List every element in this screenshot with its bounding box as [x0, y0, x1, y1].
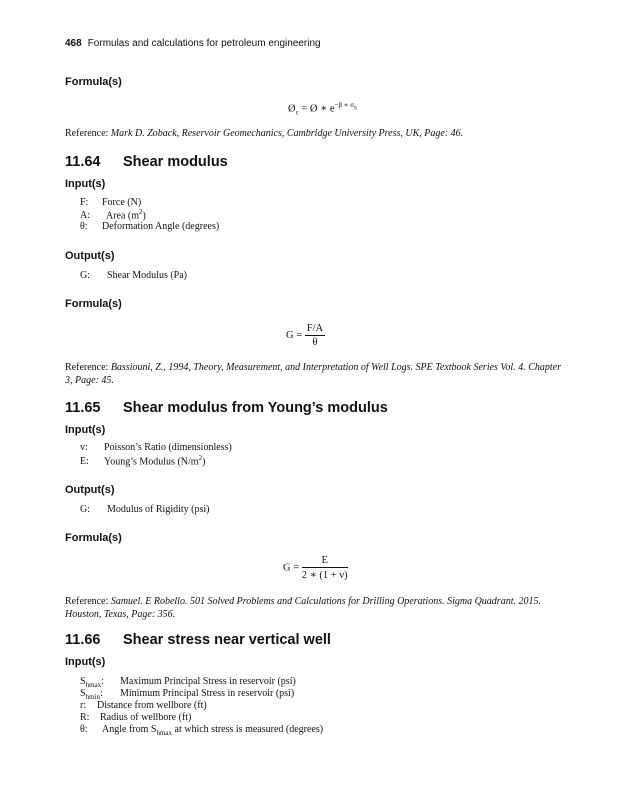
running-head — [65, 38, 321, 49]
section-title — [65, 632, 331, 648]
section-title — [65, 154, 228, 170]
output-row — [80, 270, 187, 281]
var-description: Shear Modulus (Pa) — [107, 270, 187, 281]
section-title — [65, 400, 388, 416]
formula-numerator: E — [302, 555, 348, 568]
var-description: Young’s Modulus (N/m — [104, 456, 199, 468]
reference-prefix: Reference: — [65, 362, 111, 373]
input-row — [80, 208, 146, 221]
formula-exponent-sub: s — [354, 103, 357, 112]
var-description: Radius of wellbore (ft) — [100, 712, 192, 723]
var-symbol: S — [80, 676, 86, 687]
var-description-sub: hmax — [156, 729, 173, 737]
reference-citation: Bassiouni, Z., 1994, Theory, Measurement, and Interpretation of Well Logs. SPE Textbook Series Vol. 4. Chapter 3, Page: 45. — [65, 362, 561, 386]
input-heading: Input(s) — [65, 656, 106, 668]
input-heading: Input(s) — [65, 178, 106, 190]
var-symbol: F: — [80, 197, 89, 208]
output-heading: Output(s) — [65, 250, 115, 262]
formula-heading: Formula(s) — [65, 76, 122, 88]
formula-numerator: F/A — [306, 323, 324, 334]
section-number: 11.66 — [65, 632, 101, 648]
var-description: Angle from S — [102, 724, 157, 735]
input-row — [80, 197, 141, 208]
section-number: 11.65 — [65, 400, 101, 416]
section-number: 11.64 — [65, 154, 101, 170]
var-symbol-tail: : — [99, 688, 103, 699]
reference — [65, 595, 565, 621]
var-symbol: G: — [80, 504, 90, 515]
running-title: Formulas and calculations for petroleum engineering — [87, 38, 321, 49]
input-row — [80, 454, 205, 467]
reference-prefix: Reference: — [65, 128, 111, 139]
formula-shear-modulus-young — [283, 555, 348, 581]
var-superscript: 2 — [198, 454, 203, 462]
formula-denominator: θ — [312, 337, 318, 348]
output-heading: Output(s) — [65, 484, 115, 496]
var-symbol: A: — [80, 210, 90, 222]
var-symbol: θ: — [80, 221, 88, 232]
var-symbol: θ: — [80, 724, 88, 735]
input-row — [80, 724, 323, 737]
reference-citation: Mark D. Zoback, Reservoir Geomechanics, Cambridge University Press, UK, Page: 46. — [110, 128, 464, 139]
reference-citation: Samuel. E Robello. 501 Solved Problems and Calculations for Drilling Operations. Sigma Quadrant. 2015. Houston, Texas, Page: 356. — [65, 596, 541, 620]
var-description: Poisson’s Ratio (dimensionless) — [104, 442, 232, 453]
formula-porosity — [288, 101, 357, 117]
var-symbol-sub: hmin — [85, 693, 100, 701]
input-row — [80, 712, 191, 723]
var-description-tail: ) — [142, 210, 146, 222]
reference-prefix: Reference: — [65, 596, 111, 607]
var-description: Force (N) — [102, 197, 142, 208]
var-symbol: S — [80, 688, 86, 699]
input-row — [80, 700, 207, 711]
var-description-tail: ) — [202, 456, 206, 468]
var-symbol: r: — [80, 700, 87, 711]
formula-shear-modulus — [286, 323, 325, 348]
reference — [65, 127, 565, 140]
formula-heading: Formula(s) — [65, 532, 122, 544]
var-description: Area (m — [106, 210, 140, 222]
var-symbol-sub: hmax — [85, 681, 102, 689]
var-description: Modulus of Rigidity (psi) — [107, 504, 210, 515]
formula-denominator: 2 ∗ (1 + ν) — [301, 570, 348, 581]
output-row — [80, 504, 210, 515]
input-heading: Input(s) — [65, 424, 106, 436]
var-symbol: E: — [80, 456, 89, 468]
formula-rhs: = Ø ∗ e — [301, 103, 335, 115]
page-number: 468 — [65, 38, 82, 49]
formula-fraction — [305, 323, 325, 348]
input-row — [80, 221, 219, 232]
formula-lhs: G = — [283, 562, 300, 574]
formula-lhs-sub: c — [295, 108, 299, 117]
var-superscript: 2 — [139, 208, 143, 216]
formula-fraction — [302, 555, 348, 581]
formula-heading: Formula(s) — [65, 298, 122, 310]
var-description-tail: at which stress is measured (degrees) — [172, 724, 324, 735]
section-name: Shear modulus from Young’s modulus — [123, 400, 388, 416]
var-description: Deformation Angle (degrees) — [102, 221, 220, 232]
reference — [65, 361, 565, 387]
input-row — [80, 442, 232, 453]
var-description: Minimum Principal Stress in reservoir (psi) — [120, 688, 295, 699]
formula-lhs: Ø — [288, 103, 296, 115]
var-description: Distance from wellbore (ft) — [97, 700, 207, 711]
var-description: Maximum Principal Stress in reservoir (psi) — [120, 676, 296, 687]
section-name: Shear stress near vertical well — [123, 632, 331, 648]
section-name: Shear modulus — [123, 154, 228, 170]
formula-lhs: G = — [286, 329, 303, 341]
formula-exponent: −β ∗ σ — [334, 101, 355, 109]
var-symbol: v: — [80, 442, 88, 453]
var-symbol: G: — [80, 270, 90, 281]
var-symbol-tail: : — [101, 676, 104, 687]
var-symbol: R: — [80, 712, 90, 723]
